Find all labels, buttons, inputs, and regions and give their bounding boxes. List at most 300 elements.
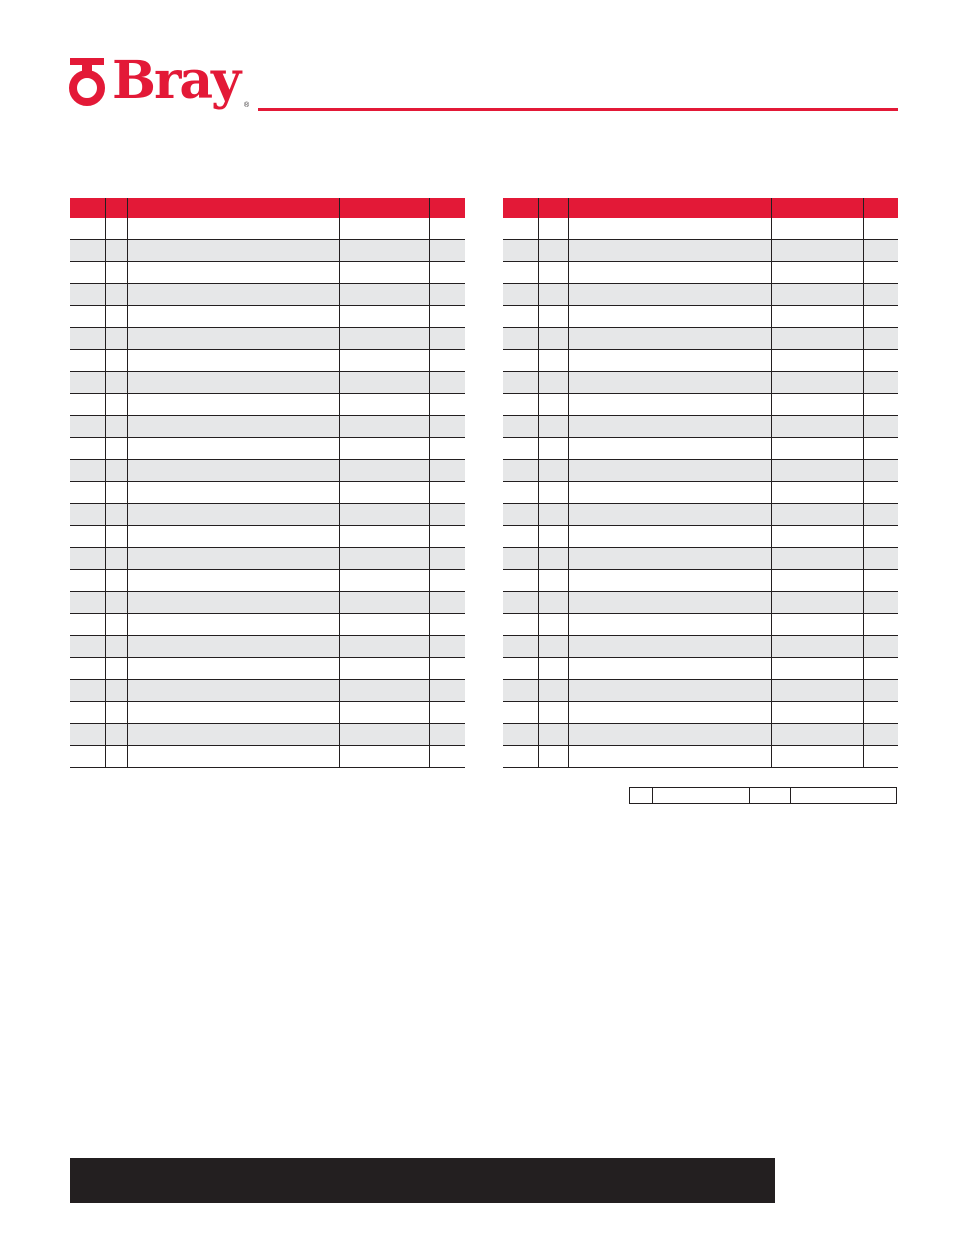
table-cell: [538, 658, 568, 680]
table-row: [503, 372, 898, 394]
table-cell: [105, 746, 127, 768]
table-cell: [127, 592, 339, 614]
table-cell: [568, 372, 771, 394]
bray-logo: [68, 52, 268, 114]
table-cell: [538, 438, 568, 460]
table-cell: [105, 526, 127, 548]
table-cell: [70, 350, 105, 372]
header-cell: [105, 198, 127, 218]
table-cell: [503, 526, 538, 548]
table-cell: [127, 570, 339, 592]
table-row: [503, 416, 898, 438]
table-row: [503, 746, 898, 768]
table-row: [70, 658, 465, 680]
table-cell: [538, 526, 568, 548]
table-cell: [105, 328, 127, 350]
table-row: [70, 724, 465, 746]
table-row: [70, 680, 465, 702]
table-cell: [538, 680, 568, 702]
table-cell: [127, 306, 339, 328]
table-cell: [105, 240, 127, 262]
table-cell: [503, 240, 538, 262]
table-cell: [568, 658, 771, 680]
table-cell: [771, 350, 863, 372]
header-cell: [70, 198, 105, 218]
table-cell: [429, 350, 465, 372]
table-cell: [127, 416, 339, 438]
table-cell: [70, 636, 105, 658]
table-row: [70, 504, 465, 526]
table-cell: [538, 636, 568, 658]
table-row: [503, 460, 898, 482]
table-row: [503, 306, 898, 328]
table-cell: [127, 262, 339, 284]
table-cell: [339, 658, 429, 680]
table-cell: [538, 548, 568, 570]
table-row: [70, 262, 465, 284]
table-cell: [339, 548, 429, 570]
table-cell: [429, 328, 465, 350]
table-cell: [503, 328, 538, 350]
table-cell: [127, 526, 339, 548]
table-cell: [429, 526, 465, 548]
table-cell: [105, 416, 127, 438]
table-cell: [568, 416, 771, 438]
table-cell: [429, 284, 465, 306]
table-row: [70, 702, 465, 724]
header-rule: [258, 108, 898, 111]
table-cell: [863, 658, 898, 680]
table-cell: [70, 548, 105, 570]
table-cell: [105, 394, 127, 416]
table-cell: [70, 240, 105, 262]
table-cell: [429, 262, 465, 284]
table-cell: [503, 482, 538, 504]
footer-bar: [70, 1158, 775, 1203]
header-cell: [568, 198, 771, 218]
table-cell: [105, 636, 127, 658]
table-cell: [339, 592, 429, 614]
table-cell: [339, 218, 429, 240]
table-cell: [105, 724, 127, 746]
table-cell: [105, 614, 127, 636]
table-row: [70, 218, 465, 240]
table-cell: [771, 416, 863, 438]
table-cell: [339, 526, 429, 548]
table-cell: [863, 504, 898, 526]
table-cell: [771, 218, 863, 240]
table-cell: [70, 526, 105, 548]
table-cell: [863, 460, 898, 482]
table-cell: [771, 570, 863, 592]
table-row: [70, 306, 465, 328]
info-box: [629, 787, 897, 804]
table-cell: [127, 482, 339, 504]
table-cell: [339, 262, 429, 284]
table-cell: [538, 240, 568, 262]
table-cell: [105, 460, 127, 482]
table-row: [70, 548, 465, 570]
table-cell: [70, 482, 105, 504]
table-cell: [339, 306, 429, 328]
table-cell: [771, 746, 863, 768]
header-cell: [127, 198, 339, 218]
table-cell: [339, 350, 429, 372]
table-cell: [771, 614, 863, 636]
table-cell: [503, 372, 538, 394]
table-cell: [105, 218, 127, 240]
table-cell: [863, 548, 898, 570]
table-row: [70, 460, 465, 482]
table-cell: [863, 328, 898, 350]
header-cell: [538, 198, 568, 218]
table-cell: [429, 218, 465, 240]
table-row: [503, 284, 898, 306]
table-cell: [771, 636, 863, 658]
table-cell: [538, 460, 568, 482]
table-cell: [127, 328, 339, 350]
table-cell: [105, 438, 127, 460]
table-row: [503, 262, 898, 284]
registered-mark: ®: [244, 102, 250, 109]
table-cell: [339, 438, 429, 460]
table-row: [503, 526, 898, 548]
table-cell: [863, 284, 898, 306]
table-cell: [568, 460, 771, 482]
table-cell: [503, 460, 538, 482]
table-cell: [339, 372, 429, 394]
table-cell: [70, 372, 105, 394]
table-cell: [568, 350, 771, 372]
table-row: [70, 416, 465, 438]
table-cell: [429, 592, 465, 614]
table-cell: [771, 240, 863, 262]
table-cell: [568, 702, 771, 724]
table-cell: [127, 614, 339, 636]
table-cell: [568, 548, 771, 570]
table-cell: [339, 636, 429, 658]
info-box-cell: [749, 788, 790, 803]
table-cell: [538, 328, 568, 350]
table-cell: [863, 416, 898, 438]
table-cell: [127, 658, 339, 680]
table-cell: [105, 680, 127, 702]
table-row: [70, 526, 465, 548]
table-cell: [771, 592, 863, 614]
table-cell: [70, 658, 105, 680]
table-cell: [70, 306, 105, 328]
table-row: [503, 394, 898, 416]
table-cell: [771, 394, 863, 416]
table-row: [503, 658, 898, 680]
table-cell: [70, 746, 105, 768]
table-cell: [339, 702, 429, 724]
header-cell: [771, 198, 863, 218]
table-cell: [568, 746, 771, 768]
table-cell: [70, 262, 105, 284]
table-cell: [70, 504, 105, 526]
table-cell: [105, 306, 127, 328]
table-cell: [863, 614, 898, 636]
table-cell: [771, 680, 863, 702]
table-cell: [105, 262, 127, 284]
table-row: [503, 328, 898, 350]
bray-logo-wordmark: Bray: [112, 50, 240, 111]
table-cell: [503, 658, 538, 680]
table-cell: [503, 746, 538, 768]
parts-table-left: [70, 198, 465, 768]
table-row: [70, 240, 465, 262]
table-cell: [538, 262, 568, 284]
table-cell: [127, 460, 339, 482]
table-cell: [70, 570, 105, 592]
table-cell: [105, 702, 127, 724]
table-cell: [70, 724, 105, 746]
table-cell: [538, 724, 568, 746]
table-cell: [503, 724, 538, 746]
table-cell: [538, 350, 568, 372]
table-cell: [70, 460, 105, 482]
table-cell: [339, 680, 429, 702]
table-cell: [503, 284, 538, 306]
table-cell: [771, 724, 863, 746]
bray-logo-mark-icon: [68, 52, 108, 112]
table-cell: [70, 218, 105, 240]
table-cell: [538, 416, 568, 438]
table-cell: [503, 680, 538, 702]
table-row: [503, 592, 898, 614]
table-cell: [339, 460, 429, 482]
table-cell: [538, 570, 568, 592]
table-cell: [771, 658, 863, 680]
table-cell: [568, 284, 771, 306]
table-cell: [538, 702, 568, 724]
table-cell: [339, 240, 429, 262]
table-cell: [568, 218, 771, 240]
table-cell: [538, 372, 568, 394]
info-box-cell: [630, 788, 652, 803]
table-cell: [503, 592, 538, 614]
table-cell: [127, 350, 339, 372]
table-cell: [568, 526, 771, 548]
table-cell: [863, 746, 898, 768]
table-cell: [863, 526, 898, 548]
table-cell: [127, 548, 339, 570]
table-cell: [70, 328, 105, 350]
table-cell: [503, 548, 538, 570]
table-row: [503, 504, 898, 526]
table-cell: [127, 438, 339, 460]
table-cell: [863, 306, 898, 328]
table-row: [70, 592, 465, 614]
table-cell: [863, 240, 898, 262]
table-cell: [429, 394, 465, 416]
table-cell: [503, 350, 538, 372]
table-cell: [339, 570, 429, 592]
table-cell: [538, 504, 568, 526]
table-cell: [127, 680, 339, 702]
table-cell: [70, 702, 105, 724]
table-cell: [538, 218, 568, 240]
table-row: [70, 746, 465, 768]
table-cell: [863, 592, 898, 614]
table-cell: [538, 306, 568, 328]
table-cell: [105, 504, 127, 526]
table-cell: [127, 240, 339, 262]
table-row: [70, 372, 465, 394]
table-header-row: [503, 198, 898, 218]
table-row: [70, 328, 465, 350]
info-box-cell: [790, 788, 896, 803]
table-cell: [863, 394, 898, 416]
table-cell: [127, 504, 339, 526]
table-cell: [568, 614, 771, 636]
table-cell: [105, 658, 127, 680]
table-cell: [429, 504, 465, 526]
table-cell: [429, 658, 465, 680]
table-cell: [429, 680, 465, 702]
header-cell: [429, 198, 465, 218]
table-cell: [538, 592, 568, 614]
table-row: [70, 570, 465, 592]
table-cell: [429, 724, 465, 746]
table-cell: [771, 284, 863, 306]
table-cell: [538, 746, 568, 768]
table-cell: [771, 526, 863, 548]
table-cell: [568, 262, 771, 284]
table-cell: [771, 372, 863, 394]
table-cell: [70, 680, 105, 702]
table-cell: [127, 218, 339, 240]
table-cell: [70, 284, 105, 306]
parts-table-right: [503, 198, 898, 768]
table-row: [503, 724, 898, 746]
table-cell: [127, 702, 339, 724]
table-cell: [339, 482, 429, 504]
table-cell: [771, 460, 863, 482]
header-cell: [339, 198, 429, 218]
table-cell: [339, 284, 429, 306]
table-header-row: [70, 198, 465, 218]
table-row: [70, 394, 465, 416]
table-row: [503, 482, 898, 504]
table-cell: [503, 416, 538, 438]
table-cell: [538, 394, 568, 416]
table-cell: [503, 394, 538, 416]
table-cell: [771, 328, 863, 350]
table-row: [70, 636, 465, 658]
table-cell: [339, 394, 429, 416]
table-cell: [105, 548, 127, 570]
table-cell: [771, 438, 863, 460]
table-cell: [771, 482, 863, 504]
table-cell: [105, 482, 127, 504]
table-cell: [863, 636, 898, 658]
table-cell: [339, 416, 429, 438]
table-cell: [771, 548, 863, 570]
table-cell: [568, 394, 771, 416]
table-cell: [127, 746, 339, 768]
table-cell: [568, 306, 771, 328]
table-cell: [70, 614, 105, 636]
table-cell: [568, 328, 771, 350]
table-cell: [429, 438, 465, 460]
table-row: [503, 702, 898, 724]
table-cell: [429, 482, 465, 504]
table-row: [503, 570, 898, 592]
table-row: [503, 218, 898, 240]
table-cell: [429, 702, 465, 724]
table-cell: [429, 240, 465, 262]
table-cell: [503, 614, 538, 636]
table-cell: [429, 416, 465, 438]
table-row: [503, 680, 898, 702]
table-cell: [568, 482, 771, 504]
table-cell: [863, 702, 898, 724]
table-cell: [771, 306, 863, 328]
table-cell: [127, 372, 339, 394]
table-cell: [503, 636, 538, 658]
table-row: [70, 482, 465, 504]
table-cell: [568, 636, 771, 658]
table-cell: [127, 284, 339, 306]
table-row: [503, 438, 898, 460]
table-cell: [429, 548, 465, 570]
info-box-cell: [652, 788, 749, 803]
table-cell: [70, 416, 105, 438]
table-cell: [503, 306, 538, 328]
table-cell: [538, 482, 568, 504]
header-cell: [503, 198, 538, 218]
table-cell: [771, 262, 863, 284]
table-row: [503, 614, 898, 636]
table-cell: [429, 460, 465, 482]
table-cell: [105, 284, 127, 306]
table-cell: [568, 570, 771, 592]
table-cell: [503, 570, 538, 592]
table-cell: [429, 614, 465, 636]
table-cell: [863, 438, 898, 460]
table-cell: [863, 680, 898, 702]
table-cell: [70, 592, 105, 614]
table-cell: [568, 592, 771, 614]
header-cell: [863, 198, 898, 218]
table-cell: [127, 636, 339, 658]
table-cell: [429, 306, 465, 328]
table-cell: [339, 614, 429, 636]
table-cell: [863, 262, 898, 284]
table-row: [503, 240, 898, 262]
table-cell: [568, 438, 771, 460]
table-cell: [538, 614, 568, 636]
table-cell: [105, 372, 127, 394]
table-cell: [127, 394, 339, 416]
table-row: [70, 350, 465, 372]
table-cell: [863, 482, 898, 504]
table-row: [70, 614, 465, 636]
table-cell: [503, 218, 538, 240]
table-cell: [105, 570, 127, 592]
table-cell: [429, 372, 465, 394]
table-row: [503, 636, 898, 658]
table-cell: [503, 504, 538, 526]
table-cell: [503, 702, 538, 724]
table-cell: [503, 438, 538, 460]
table-cell: [70, 438, 105, 460]
table-cell: [568, 724, 771, 746]
table-cell: [429, 570, 465, 592]
table-cell: [568, 240, 771, 262]
